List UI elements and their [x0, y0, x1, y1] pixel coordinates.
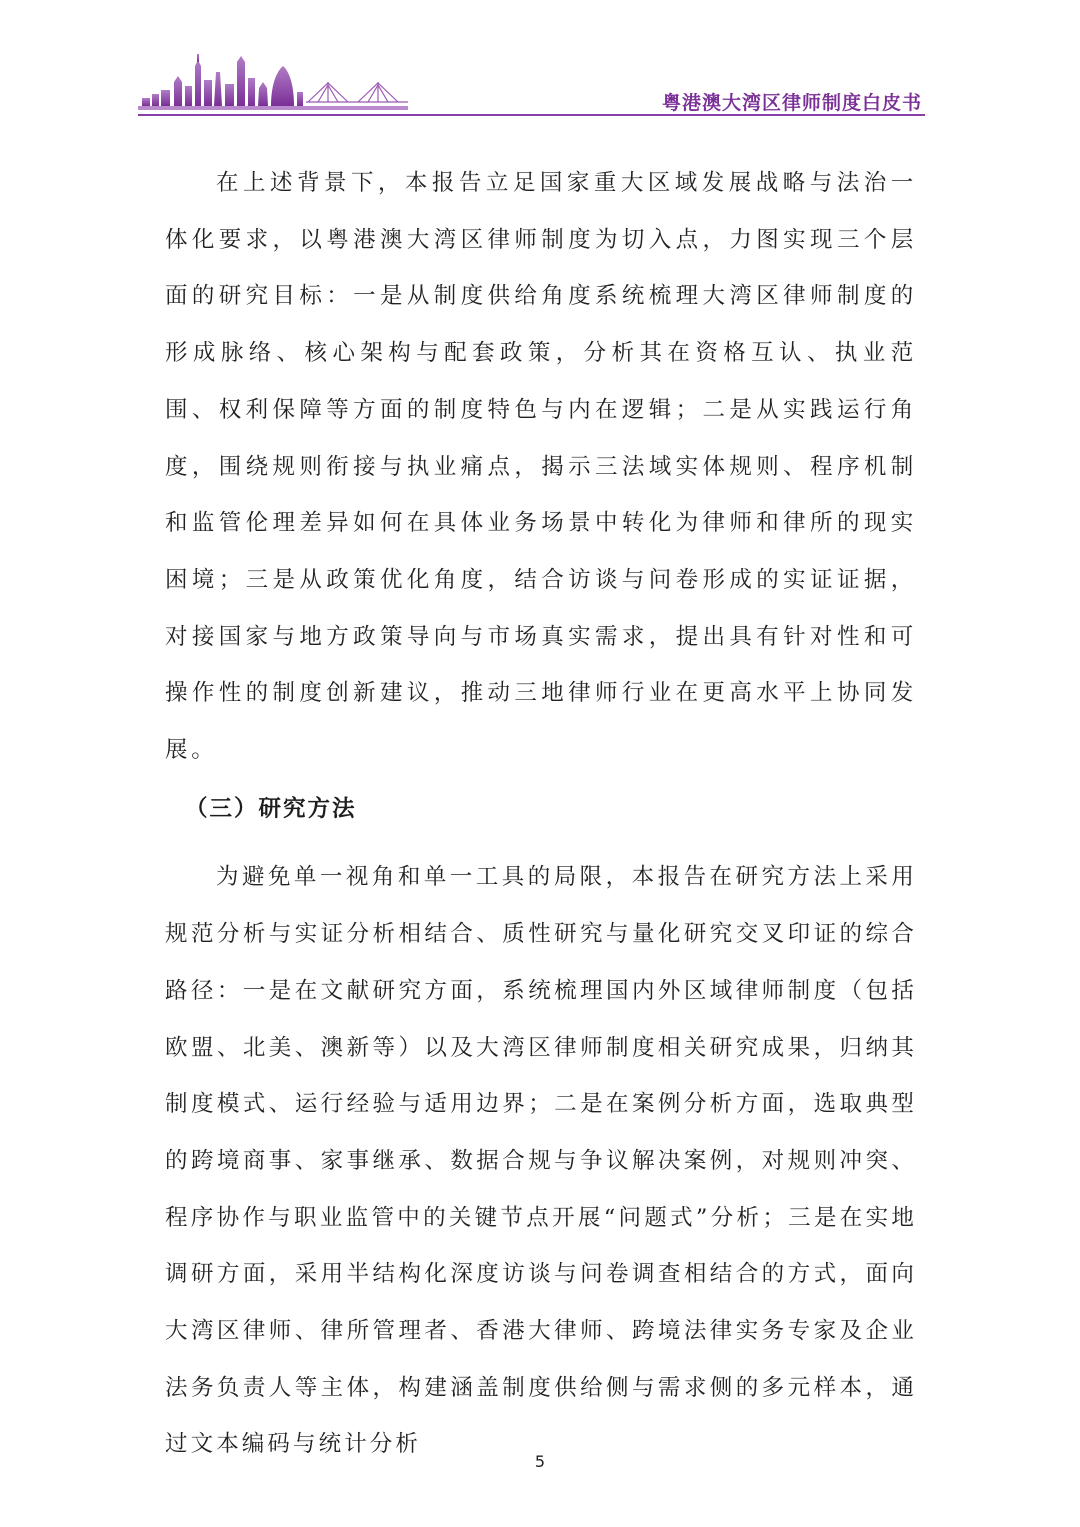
page-number: 5 [534, 1452, 546, 1471]
paragraph-research-methods: 为避免单一视角和单一工具的局限，本报告在研究方法上采用规范分析与实证分析相结合、质性研究与量化研究交叉印证的综合路径：一是在文献研究方面，系统梳理国内外区域律师制度（包括欧盟、北美、澳新等）以及大湾区律师制度相关研究成果，归纳其制度模式、运行经验与适用边界；二是在案例分析方面，选取典型的跨境商事、家事继承、数据合规与争议解决案例，对规则冲突、程序协作与职业监管中的关键节点开展“问题式”分析；三是在实地调研方面，采用半结构化深度访谈与问卷调查相结合的方式，面向大湾区律师、律所管理者、香港大律师、跨境法律实务专家及企业法务负责人等主体，构建涵盖制度供给侧与需求侧的多元样本，通过文本编码与统计分析 [165, 864, 917, 1458]
document-title: 粤港澳大湾区律师制度白皮书 [661, 92, 922, 114]
page-body [165, 155, 917, 1473]
page-header [138, 52, 925, 118]
header-divider [138, 114, 925, 116]
city-skyline-bridge-logo [138, 52, 418, 114]
section-heading-research-methods: （三）研究方法 [185, 795, 357, 822]
paragraph-research-objectives: 在上述背景下，本报告立足国家重大区域发展战略与法治一体化要求，以粤港澳大湾区律师制度为切入点，力图实现三个层面的研究目标：一是从制度供给角度系统梳理大湾区律师制度的形成脉络、核心架构与配套政策，分析其在资格互认、执业范围、权利保障等方面的制度特色与内在逻辑；二是从实践运行角度，围绕规则衔接与执业痛点，揭示三法域实体规则、程序机制和监管伦理差异如何在具体业务场景中转化为律师和律所的现实困境；三是从政策优化角度，结合访谈与问卷形成的实证证据，对接国家与地方政策导向与市场真实需求，提出具有针对性和可操作性的制度创新建议，推动三地律师行业在更高水平上协同发展。 [165, 170, 917, 764]
